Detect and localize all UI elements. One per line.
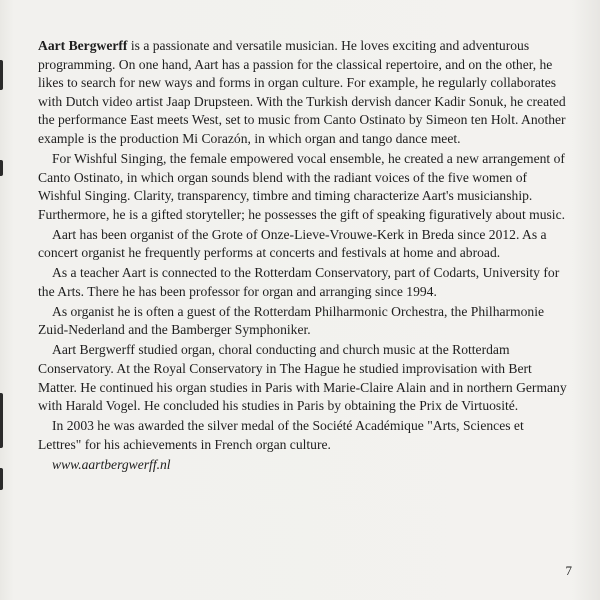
bio-paragraph: As a teacher Aart is connected to the Rotterdam Conservatory, part of Codarts, University for the Arts. There he has been professor for organ and arranging since 1994. bbox=[38, 265, 560, 299]
bio-paragraph: For Wishful Singing, the female empowered vocal ensemble, he created a new arrangement of Canto Ostinato, in which organ sounds blend with the radiant voices of the five women of Wishful Singing. Clarity, transparency, timbre and timing characterize Aart's musicianship. Furthermore, he is a gifted storyteller; he possesses the gift of speaking figuratively about music. bbox=[38, 150, 566, 222]
spine-shadow bbox=[0, 60, 3, 90]
intro-text: is a passionate and versatile musician. He loves exciting and adventurous programming. On one hand, Aart has a passion for the classical repertoire, and on the other, he likes to search for new ways and forms in organ culture. For example, he regularly collaborates with Dutch video artist Jaap Drupsteen. With the Turkish dervish dancer Kadir Sonuk, he created the performance East meets West, set to music from Canto Ostinato by Simeon ten Holt. Another example is the production Mi Corazón, in which organ and tango dance meet. bbox=[38, 38, 566, 146]
page-number: 7 bbox=[565, 563, 572, 578]
intro-paragraph bbox=[38, 37, 568, 149]
biography-text bbox=[38, 37, 568, 476]
artist-name: Aart Bergwerff bbox=[38, 38, 128, 53]
spine-shadow bbox=[0, 160, 3, 176]
bio-paragraph: Aart Bergwerff studied organ, choral conducting and church music at the Rotterdam Conservatory. At the Royal Conservatory in The Hague he studied improvisation with Bert Matter. He continued his organ studies in Paris with Marie-Claire Alain and in northern Germany with Harald Vogel. He concluded his studies in Paris by obtaining the Prix de Virtuosité. bbox=[38, 342, 567, 414]
website-link[interactable]: www.aartbergwerff.nl bbox=[52, 456, 171, 472]
page-edge-shade bbox=[572, 0, 600, 600]
bio-paragraph: In 2003 he was awarded the silver medal of the Société Académique "Arts, Sciences et Lettres" for his achievements in French organ culture. bbox=[38, 418, 524, 452]
bio-paragraph: Aart has been organist of the Grote of Onze-Lieve-Vrouwe-Kerk in Breda since 2012. As a concert organist he frequently performs at concerts and festivals at home and abroad. bbox=[38, 226, 547, 261]
spine-shadow bbox=[0, 393, 3, 448]
bio-paragraph: As organist he is often a guest of the Rotterdam Philharmonic Orchestra, the Philharmonie Zuid-Nederland and the Bamberger Symphoniker. bbox=[38, 303, 545, 338]
spine-shadow bbox=[0, 468, 3, 490]
